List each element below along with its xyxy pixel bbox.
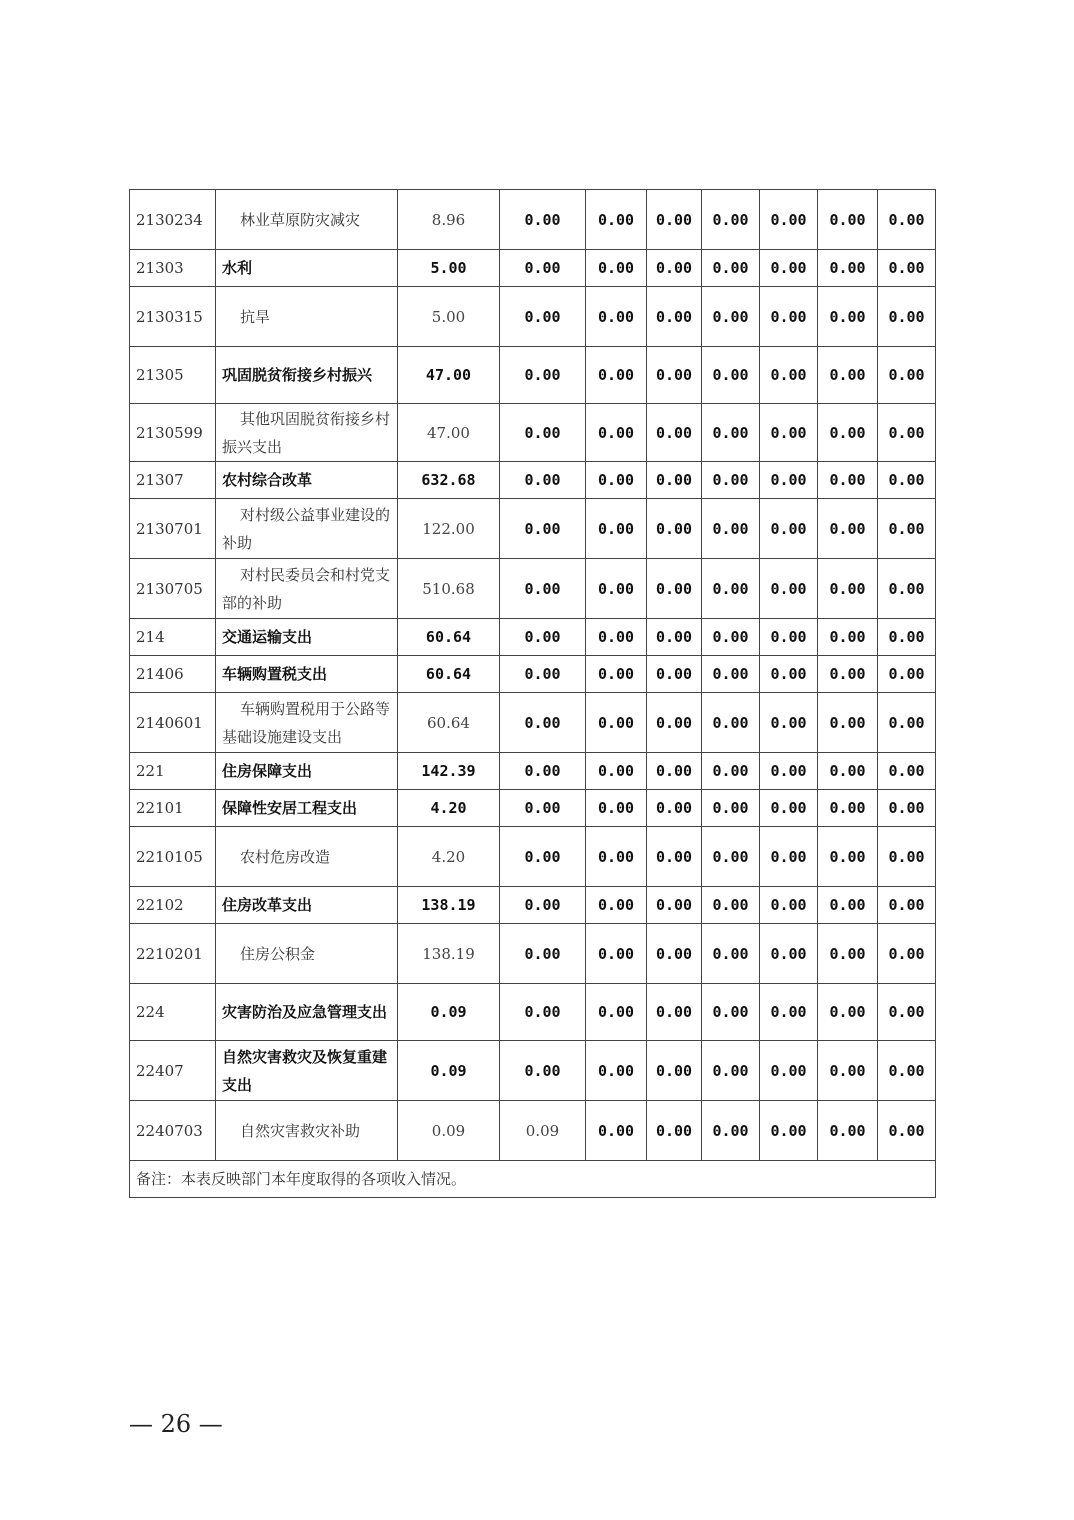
cell-amount: 0.00 bbox=[702, 287, 760, 347]
cell-amount: 0.00 bbox=[586, 347, 647, 404]
cell-name: 自然灾害救灾补助 bbox=[216, 1101, 398, 1161]
table-row bbox=[130, 190, 936, 250]
cell-amount: 0.00 bbox=[647, 347, 702, 404]
cell-amount: 0.00 bbox=[760, 1041, 818, 1101]
cell-amount: 0.00 bbox=[500, 1041, 586, 1101]
cell-amount: 0.00 bbox=[702, 559, 760, 619]
table-row bbox=[130, 693, 936, 753]
table-row bbox=[130, 656, 936, 693]
cell-amount: 0.00 bbox=[500, 790, 586, 827]
cell-total: 138.19 bbox=[398, 887, 500, 924]
cell-amount: 0.00 bbox=[818, 924, 878, 984]
cell-amount: 0.00 bbox=[586, 619, 647, 656]
cell-amount: 0.00 bbox=[760, 753, 818, 790]
cell-amount: 0.00 bbox=[760, 887, 818, 924]
cell-code: 2240703 bbox=[130, 1101, 216, 1161]
table-row bbox=[130, 619, 936, 656]
page-number: — 26 — bbox=[129, 1410, 223, 1438]
cell-name: 水利 bbox=[216, 250, 398, 287]
cell-code: 21307 bbox=[130, 462, 216, 499]
cell-amount: 0.00 bbox=[818, 462, 878, 499]
cell-amount: 0.00 bbox=[760, 924, 818, 984]
cell-amount: 0.00 bbox=[500, 287, 586, 347]
cell-amount: 0.00 bbox=[760, 404, 818, 462]
cell-code: 2210201 bbox=[130, 924, 216, 984]
cell-amount: 0.00 bbox=[647, 827, 702, 887]
cell-code: 224 bbox=[130, 984, 216, 1041]
cell-amount: 0.00 bbox=[647, 753, 702, 790]
cell-amount: 0.00 bbox=[586, 984, 647, 1041]
cell-amount: 0.00 bbox=[878, 1101, 936, 1161]
table-row bbox=[130, 827, 936, 887]
cell-amount: 0.00 bbox=[500, 190, 586, 250]
cell-amount: 0.00 bbox=[647, 462, 702, 499]
cell-amount: 0.00 bbox=[702, 347, 760, 404]
cell-amount: 0.00 bbox=[760, 499, 818, 559]
cell-amount: 0.00 bbox=[647, 287, 702, 347]
cell-amount: 0.00 bbox=[647, 499, 702, 559]
cell-amount: 0.00 bbox=[586, 827, 647, 887]
cell-amount: 0.00 bbox=[702, 499, 760, 559]
cell-amount: 0.00 bbox=[586, 693, 647, 753]
cell-code: 221 bbox=[130, 753, 216, 790]
cell-amount: 0.00 bbox=[500, 984, 586, 1041]
cell-amount: 0.00 bbox=[500, 753, 586, 790]
cell-name: 对村级公益事业建设的补助 bbox=[216, 499, 398, 559]
cell-amount: 0.00 bbox=[702, 1041, 760, 1101]
table-body bbox=[130, 190, 936, 1161]
table-note: 备注：本表反映部门本年度取得的各项收入情况。 bbox=[130, 1161, 936, 1198]
cell-amount: 0.00 bbox=[878, 790, 936, 827]
cell-total: 0.09 bbox=[398, 1041, 500, 1101]
cell-code: 2130599 bbox=[130, 404, 216, 462]
cell-amount: 0.00 bbox=[702, 404, 760, 462]
cell-name: 自然灾害救灾及恢复重建支出 bbox=[216, 1041, 398, 1101]
cell-amount: 0.00 bbox=[586, 924, 647, 984]
cell-total: 0.09 bbox=[398, 984, 500, 1041]
cell-amount: 0.00 bbox=[818, 656, 878, 693]
cell-total: 60.64 bbox=[398, 619, 500, 656]
cell-amount: 0.00 bbox=[818, 347, 878, 404]
cell-amount: 0.00 bbox=[760, 619, 818, 656]
cell-amount: 0.00 bbox=[760, 693, 818, 753]
cell-amount: 0.00 bbox=[647, 1041, 702, 1101]
cell-amount: 0.00 bbox=[818, 790, 878, 827]
cell-amount: 0.00 bbox=[586, 753, 647, 790]
cell-amount: 0.00 bbox=[500, 656, 586, 693]
table-row bbox=[130, 250, 936, 287]
cell-amount: 0.00 bbox=[878, 656, 936, 693]
cell-amount: 0.00 bbox=[702, 887, 760, 924]
cell-amount: 0.00 bbox=[647, 1101, 702, 1161]
cell-amount: 0.00 bbox=[760, 1101, 818, 1161]
cell-amount: 0.00 bbox=[878, 887, 936, 924]
table-row bbox=[130, 753, 936, 790]
cell-amount: 0.00 bbox=[760, 790, 818, 827]
cell-amount: 0.00 bbox=[647, 619, 702, 656]
cell-total: 0.09 bbox=[398, 1101, 500, 1161]
cell-amount: 0.00 bbox=[586, 887, 647, 924]
cell-amount: 0.00 bbox=[586, 250, 647, 287]
cell-amount: 0.00 bbox=[586, 1041, 647, 1101]
cell-code: 2130705 bbox=[130, 559, 216, 619]
cell-name: 抗旱 bbox=[216, 287, 398, 347]
cell-amount: 0.00 bbox=[878, 347, 936, 404]
cell-name: 交通运输支出 bbox=[216, 619, 398, 656]
cell-amount: 0.00 bbox=[818, 984, 878, 1041]
cell-total: 47.00 bbox=[398, 347, 500, 404]
cell-amount: 0.00 bbox=[647, 790, 702, 827]
cell-amount: 0.00 bbox=[818, 887, 878, 924]
cell-amount: 0.00 bbox=[878, 250, 936, 287]
cell-name: 农村危房改造 bbox=[216, 827, 398, 887]
cell-amount: 0.00 bbox=[818, 250, 878, 287]
cell-amount: 0.00 bbox=[647, 656, 702, 693]
cell-amount: 0.00 bbox=[586, 1101, 647, 1161]
cell-name: 车辆购置税用于公路等基础设施建设支出 bbox=[216, 693, 398, 753]
cell-amount: 0.00 bbox=[818, 1041, 878, 1101]
cell-amount: 0.00 bbox=[878, 619, 936, 656]
cell-amount: 0.00 bbox=[702, 753, 760, 790]
cell-amount: 0.00 bbox=[500, 924, 586, 984]
cell-amount: 0.00 bbox=[878, 404, 936, 462]
cell-code: 22407 bbox=[130, 1041, 216, 1101]
cell-code: 2130315 bbox=[130, 287, 216, 347]
cell-amount: 0.00 bbox=[647, 404, 702, 462]
cell-amount: 0.00 bbox=[702, 250, 760, 287]
cell-code: 21406 bbox=[130, 656, 216, 693]
cell-name: 保障性安居工程支出 bbox=[216, 790, 398, 827]
cell-amount: 0.00 bbox=[647, 984, 702, 1041]
cell-amount: 0.00 bbox=[500, 559, 586, 619]
cell-amount: 0.00 bbox=[878, 693, 936, 753]
cell-amount: 0.00 bbox=[760, 462, 818, 499]
cell-amount: 0.00 bbox=[586, 287, 647, 347]
cell-amount: 0.00 bbox=[878, 462, 936, 499]
cell-amount: 0.00 bbox=[878, 924, 936, 984]
cell-name: 住房保障支出 bbox=[216, 753, 398, 790]
table-row bbox=[130, 887, 936, 924]
cell-amount: 0.00 bbox=[702, 924, 760, 984]
cell-amount: 0.00 bbox=[702, 693, 760, 753]
cell-code: 214 bbox=[130, 619, 216, 656]
cell-amount: 0.00 bbox=[878, 827, 936, 887]
cell-amount: 0.00 bbox=[500, 693, 586, 753]
cell-amount: 0.00 bbox=[647, 693, 702, 753]
cell-amount: 0.00 bbox=[586, 190, 647, 250]
budget-table bbox=[129, 189, 936, 1198]
cell-total: 138.19 bbox=[398, 924, 500, 984]
cell-amount: 0.00 bbox=[702, 190, 760, 250]
table-row bbox=[130, 924, 936, 984]
cell-total: 4.20 bbox=[398, 827, 500, 887]
cell-amount: 0.00 bbox=[818, 1101, 878, 1161]
cell-amount: 0.00 bbox=[586, 462, 647, 499]
cell-amount: 0.00 bbox=[586, 559, 647, 619]
cell-amount: 0.00 bbox=[702, 462, 760, 499]
table-row bbox=[130, 790, 936, 827]
cell-name: 灾害防治及应急管理支出 bbox=[216, 984, 398, 1041]
cell-amount: 0.00 bbox=[760, 347, 818, 404]
cell-amount: 0.00 bbox=[818, 693, 878, 753]
cell-amount: 0.00 bbox=[586, 499, 647, 559]
table-row bbox=[130, 462, 936, 499]
cell-amount: 0.00 bbox=[818, 559, 878, 619]
cell-amount: 0.00 bbox=[500, 404, 586, 462]
cell-amount: 0.00 bbox=[760, 984, 818, 1041]
cell-total: 632.68 bbox=[398, 462, 500, 499]
cell-amount: 0.00 bbox=[878, 559, 936, 619]
cell-total: 5.00 bbox=[398, 250, 500, 287]
cell-amount: 0.00 bbox=[647, 924, 702, 984]
table-row bbox=[130, 404, 936, 462]
cell-name: 车辆购置税支出 bbox=[216, 656, 398, 693]
cell-code: 21305 bbox=[130, 347, 216, 404]
cell-code: 2130234 bbox=[130, 190, 216, 250]
cell-amount: 0.00 bbox=[500, 347, 586, 404]
table-row bbox=[130, 1101, 936, 1161]
cell-amount: 0.00 bbox=[702, 984, 760, 1041]
cell-amount: 0.00 bbox=[878, 287, 936, 347]
cell-total: 60.64 bbox=[398, 693, 500, 753]
cell-total: 47.00 bbox=[398, 404, 500, 462]
cell-amount: 0.00 bbox=[878, 190, 936, 250]
cell-amount: 0.00 bbox=[586, 790, 647, 827]
cell-code: 2130701 bbox=[130, 499, 216, 559]
cell-amount: 0.00 bbox=[818, 827, 878, 887]
table-row bbox=[130, 984, 936, 1041]
cell-amount: 0.00 bbox=[702, 827, 760, 887]
cell-amount: 0.00 bbox=[647, 190, 702, 250]
cell-amount: 0.00 bbox=[500, 619, 586, 656]
cell-total: 5.00 bbox=[398, 287, 500, 347]
cell-total: 4.20 bbox=[398, 790, 500, 827]
cell-amount: 0.00 bbox=[586, 656, 647, 693]
cell-amount: 0.00 bbox=[647, 250, 702, 287]
cell-amount: 0.00 bbox=[500, 499, 586, 559]
cell-code: 22102 bbox=[130, 887, 216, 924]
cell-total: 510.68 bbox=[398, 559, 500, 619]
cell-amount: 0.00 bbox=[500, 827, 586, 887]
cell-amount: 0.00 bbox=[760, 827, 818, 887]
cell-name: 住房公积金 bbox=[216, 924, 398, 984]
table-row bbox=[130, 1041, 936, 1101]
table-row bbox=[130, 347, 936, 404]
cell-amount: 0.00 bbox=[702, 790, 760, 827]
cell-amount: 0.00 bbox=[818, 404, 878, 462]
cell-code: 2140601 bbox=[130, 693, 216, 753]
cell-amount: 0.00 bbox=[586, 404, 647, 462]
cell-amount: 0.00 bbox=[818, 499, 878, 559]
cell-amount: 0.00 bbox=[647, 559, 702, 619]
cell-amount: 0.00 bbox=[818, 287, 878, 347]
table-row bbox=[130, 499, 936, 559]
cell-amount: 0.00 bbox=[818, 753, 878, 790]
cell-code: 2210105 bbox=[130, 827, 216, 887]
note-row bbox=[130, 1161, 936, 1198]
cell-amount: 0.00 bbox=[878, 499, 936, 559]
table-row bbox=[130, 287, 936, 347]
cell-amount: 0.00 bbox=[878, 1041, 936, 1101]
cell-amount: 0.00 bbox=[818, 619, 878, 656]
cell-total: 8.96 bbox=[398, 190, 500, 250]
cell-amount: 0.09 bbox=[500, 1101, 586, 1161]
cell-amount: 0.00 bbox=[500, 462, 586, 499]
cell-amount: 0.00 bbox=[760, 559, 818, 619]
cell-amount: 0.00 bbox=[500, 250, 586, 287]
cell-name: 住房改革支出 bbox=[216, 887, 398, 924]
cell-name: 对村民委员会和村党支部的补助 bbox=[216, 559, 398, 619]
cell-amount: 0.00 bbox=[647, 887, 702, 924]
cell-amount: 0.00 bbox=[702, 1101, 760, 1161]
table-row bbox=[130, 559, 936, 619]
cell-amount: 0.00 bbox=[878, 984, 936, 1041]
cell-amount: 0.00 bbox=[702, 656, 760, 693]
cell-name: 林业草原防灾减灾 bbox=[216, 190, 398, 250]
cell-total: 122.00 bbox=[398, 499, 500, 559]
cell-amount: 0.00 bbox=[760, 250, 818, 287]
cell-amount: 0.00 bbox=[760, 190, 818, 250]
cell-total: 142.39 bbox=[398, 753, 500, 790]
cell-amount: 0.00 bbox=[760, 287, 818, 347]
cell-name: 巩固脱贫衔接乡村振兴 bbox=[216, 347, 398, 404]
cell-amount: 0.00 bbox=[760, 656, 818, 693]
cell-amount: 0.00 bbox=[702, 619, 760, 656]
cell-amount: 0.00 bbox=[500, 887, 586, 924]
cell-name: 其他巩固脱贫衔接乡村振兴支出 bbox=[216, 404, 398, 462]
cell-code: 22101 bbox=[130, 790, 216, 827]
cell-total: 60.64 bbox=[398, 656, 500, 693]
cell-amount: 0.00 bbox=[818, 190, 878, 250]
cell-code: 21303 bbox=[130, 250, 216, 287]
cell-name: 农村综合改革 bbox=[216, 462, 398, 499]
cell-amount: 0.00 bbox=[878, 753, 936, 790]
